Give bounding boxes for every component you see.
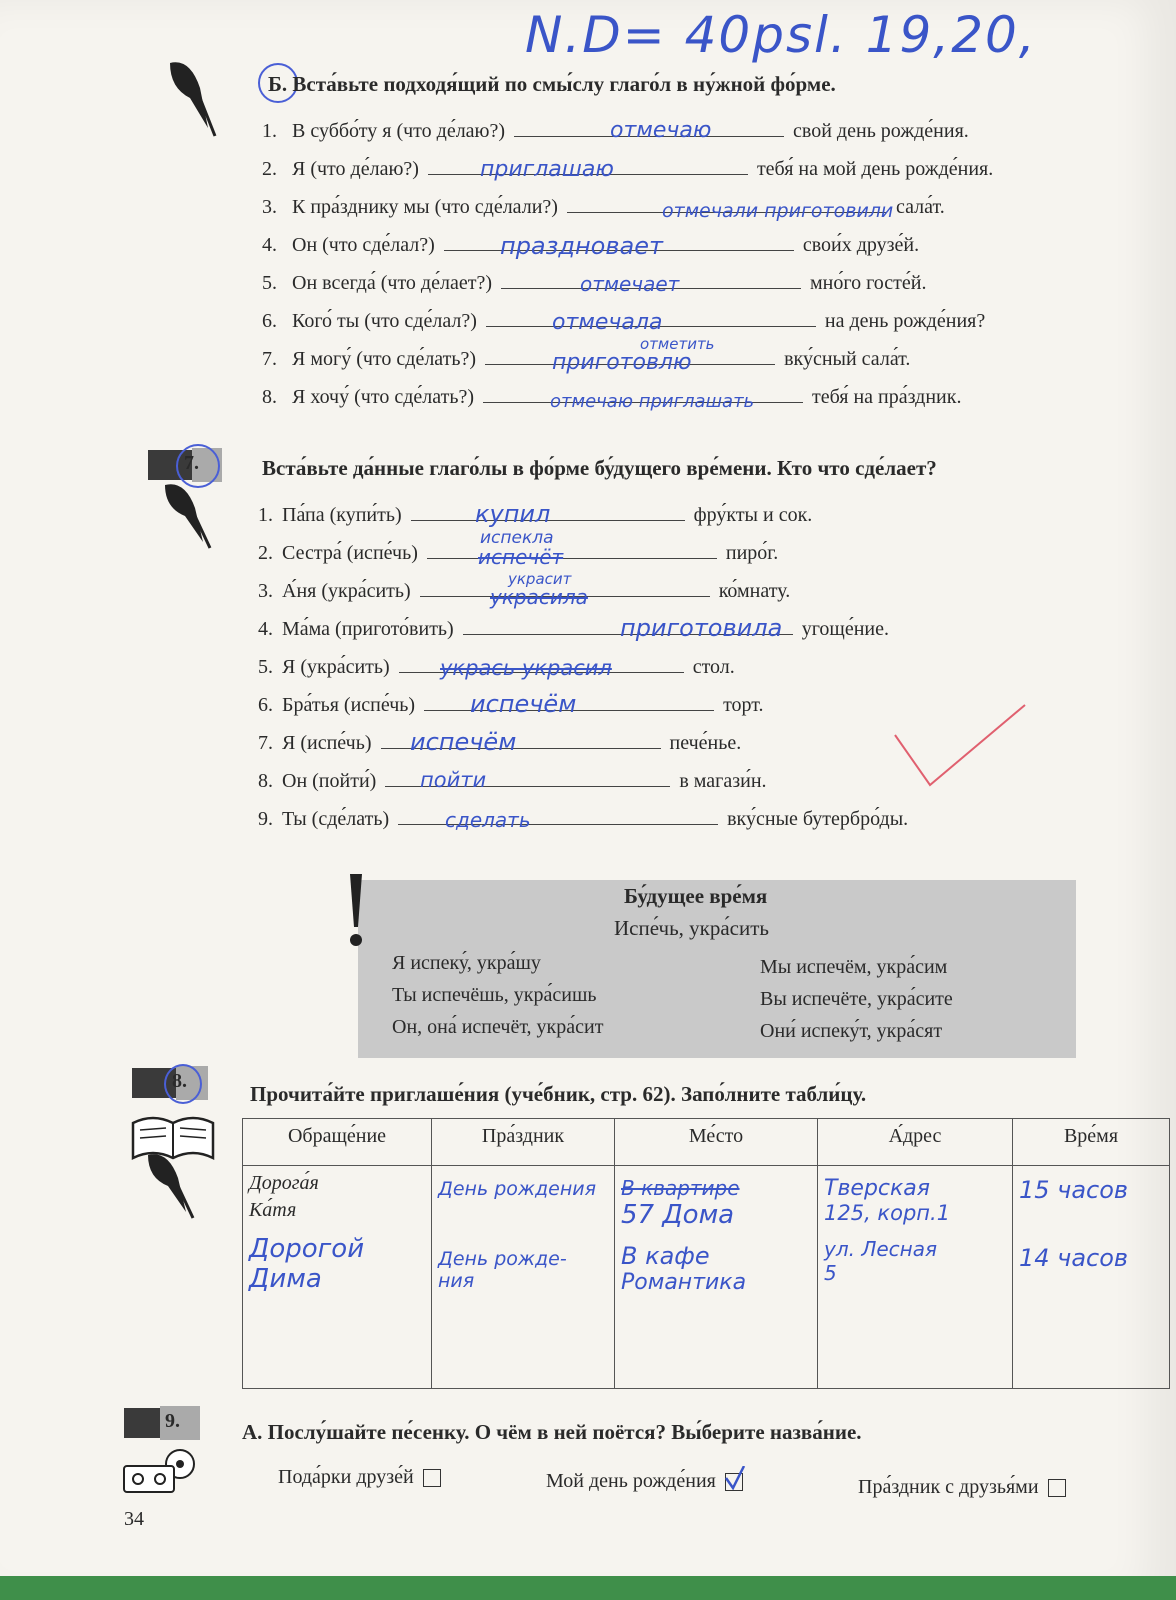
item-number: 8. [262,386,277,408]
item-number: 6. [258,694,273,716]
handwritten-answer: укрась украсил [440,656,612,680]
item-tail: тебя́ на мой день рожде́ния. [756,158,994,180]
item-number: 9. [258,808,273,830]
handwritten-answer: В кафе [621,1242,710,1270]
item-number: 2. [262,158,277,180]
item-prompt: Па́па (купи́ть) [282,504,402,526]
handwritten-answer: Тверская [824,1176,931,1201]
column-header: Вре́мя [1013,1119,1170,1166]
item-prompt: Бра́тья (испе́чь) [282,694,416,716]
item-prompt: В суббо́ту я (что де́лаю?) [292,120,506,142]
item-tail: угоще́ние. [801,618,889,640]
item-number: 1. [262,120,277,142]
grammar-box-subtitle: Испе́чь, укра́сить [614,916,769,940]
item-tail: торт. [723,694,764,716]
page-number: 34 [124,1508,144,1530]
section-b-item-2 [262,158,993,181]
exclamation-icon [344,872,368,952]
book-icon [128,1108,218,1168]
handwritten-answer: испечём [410,728,517,756]
handwritten-answer: праздновает [500,232,663,260]
handwritten-answer: отмечали приготовили [662,200,894,222]
exercise-7-title: Вста́вьте да́нные глаго́лы в фо́рме бу́дущего вре́мени. Кто что сде́лает? [262,456,937,480]
printed-name: Ка́тя [249,1199,297,1221]
item-number: 3. [262,196,277,218]
table-cell-place[interactable] [615,1166,818,1389]
item-tail: мно́го госте́й. [810,272,927,294]
item-tail: ко́мнату. [718,580,791,602]
column-header: Ме́сто [615,1119,818,1166]
grammar-left-3: Он, она́ испечёт, укра́сит [392,1016,604,1038]
item-tail: пиро́г. [725,542,779,564]
handwritten-circle [176,444,220,488]
section-b-title: Б. Вста́вьте подходя́щий по смы́слу глаго́л в ну́жной фо́рме. [268,72,836,96]
grammar-right-2: Вы испечёте, укра́сите [760,988,953,1010]
option-checkbox-checked[interactable] [725,1473,743,1491]
handwritten-answer: ул. Лесная [824,1237,938,1261]
table-header-row [243,1119,1170,1166]
item-number: 1. [258,504,273,526]
item-prompt: Я могу́ (что сде́лать?) [292,348,477,370]
item-tail: фру́кты и сок. [693,504,813,526]
option-checkbox[interactable] [423,1469,441,1487]
item-prompt: Он всегда́ (что де́лает?) [292,272,492,294]
column-header: Обраще́ние [243,1119,432,1166]
handwritten-answer: Дима [249,1264,322,1294]
handwritten-answer: отмечаю приглашать [550,391,755,412]
ex9-option-1[interactable] [278,1466,441,1489]
option-label: Пода́рки друзе́й [278,1466,414,1488]
handwritten-answer: приготовила [620,614,783,642]
item-number: 5. [262,272,277,294]
item-number: 3. [258,580,273,602]
handwritten-answer: приготовлю [552,350,692,375]
answer-blank[interactable] [427,558,717,559]
handwritten-answer: испечёт [478,545,564,569]
table-cell-address[interactable] [243,1166,432,1389]
handwritten-answer: 5 [824,1261,837,1285]
handwritten-answer: отмечаю [610,118,712,143]
ex7-item-4 [258,618,889,641]
handwritten-answer: 14 часов [1019,1244,1129,1272]
option-label: Пра́здник с друзья́ми [858,1476,1039,1498]
item-prompt: Я (что де́лаю?) [292,158,419,180]
item-number: 2. [258,542,273,564]
grammar-right-1: Мы испечём, укра́сим [760,956,948,978]
item-tail: в магази́н. [679,770,767,792]
item-prompt: Сестра́ (испе́чь) [282,542,418,564]
exercise-number: 7. [184,452,199,474]
item-number: 8. [258,770,273,792]
checkmark-icon [724,1466,746,1490]
item-prompt: Ты (сде́лать) [282,808,390,830]
item-number: 5. [258,656,273,678]
item-prompt: Ма́ма (пригото́вить) [282,618,454,640]
bottom-band [0,1576,1176,1600]
handwritten-answer: 15 часов [1019,1176,1129,1204]
item-tail: стол. [692,656,735,678]
exercise-number: 9. [165,1410,180,1432]
table-cell-holiday[interactable] [432,1166,615,1389]
table-row [243,1166,1170,1389]
item-prompt: Кого́ ты (что сде́лал?) [292,310,477,332]
handwritten-answer: приглашаю [480,157,614,182]
item-number: 7. [258,732,273,754]
column-header: А́дрес [818,1119,1013,1166]
handwritten-answer: отмечает [580,272,680,296]
item-number: 7. [262,348,277,370]
item-prompt: Он (что сде́лал?) [292,234,435,256]
item-prompt: Я хочу́ (что сде́лать?) [292,386,474,408]
handwritten-answer: украсила [490,585,588,609]
grammar-right-3: Они́ испеку́т, укра́сят [760,1020,943,1042]
item-prompt: А́ня (укра́сить) [282,580,411,602]
invitation-table [242,1118,1170,1389]
pen-icon [160,58,220,138]
handwritten-circle [164,1064,202,1104]
item-prompt: Я (испе́чь) [282,732,372,754]
item-tail: тебя́ на пра́здник. [811,386,962,408]
item-prompt: Он (пойти́) [282,770,377,792]
handwritten-answer: Романтика [621,1270,747,1295]
ex7-item-8 [258,770,767,793]
exercise-number: 8. [172,1070,187,1092]
ex9-option-3[interactable] [858,1476,1066,1499]
grammar-left-1: Я испеку́, укра́шу [392,952,541,974]
item-tail: пече́нье. [669,732,742,754]
option-label: Мой день рожде́ния [546,1470,716,1492]
handwritten-answer: День рожде- [438,1248,567,1270]
handwritten-answer-correction: отметить [640,335,715,353]
printed-greeting: Дорога́я [249,1172,319,1194]
handwritten-answer: сделать [445,808,531,832]
handwritten-answer: В квартире [621,1176,740,1200]
handwritten-answer: ния [438,1270,475,1292]
grammar-box-title: Бу́дущее вре́мя [624,884,768,908]
item-tail: вку́сные бутербро́ды. [727,808,909,830]
item-tail: вку́сный сала́т. [784,348,911,370]
table-cell-time[interactable] [1013,1166,1170,1389]
handwritten-header: N.D= 40psl. 19,20, [525,6,1037,64]
handwritten-answer: отмечала [552,310,663,335]
handwritten-answer: пойти [420,768,487,792]
grammar-left-2: Ты испечёшь, укра́сишь [392,984,597,1006]
handwritten-answer: Дорогой [249,1234,365,1264]
red-checkmark-icon [890,700,1030,790]
item-number: 4. [262,234,277,256]
exercise-8-title: Прочита́йте приглаше́ния (уче́бник, стр. 62). Запо́лните табли́цу. [250,1082,867,1106]
exercise-9-title: А. Послу́шайте пе́сенку. О чём в ней поётся? Вы́берите назва́ние. [242,1420,862,1444]
handwritten-answer: 57 Дома [621,1200,735,1230]
handwritten-answer: 125, корп.1 [824,1201,951,1225]
handwritten-answer: купил [475,500,551,528]
handwritten-answer-correction: испекла [480,528,554,548]
item-tail: сала́т. [895,196,945,218]
ex9-option-2[interactable] [546,1470,743,1493]
pen-icon [155,480,215,550]
column-header: Пра́здник [432,1119,615,1166]
option-checkbox[interactable] [1048,1479,1066,1497]
item-prompt: К пра́зднику мы (что сде́лали?) [292,196,558,218]
item-number: 6. [262,310,277,332]
item-tail: на день рожде́ния? [824,310,986,332]
item-prompt: Я (укра́сить) [282,656,390,678]
handwritten-answer-correction: украсит [508,570,572,588]
ex7-item-9 [258,808,908,831]
handwritten-answer: День рождения [438,1178,597,1200]
handwritten-answer: испечём [470,690,577,718]
item-tail: свои́х друзе́й. [802,234,920,256]
table-cell-street[interactable] [818,1166,1013,1389]
cassette-icon [120,1446,200,1496]
item-number: 4. [258,618,273,640]
item-tail: свой день рожде́ния. [793,120,969,142]
